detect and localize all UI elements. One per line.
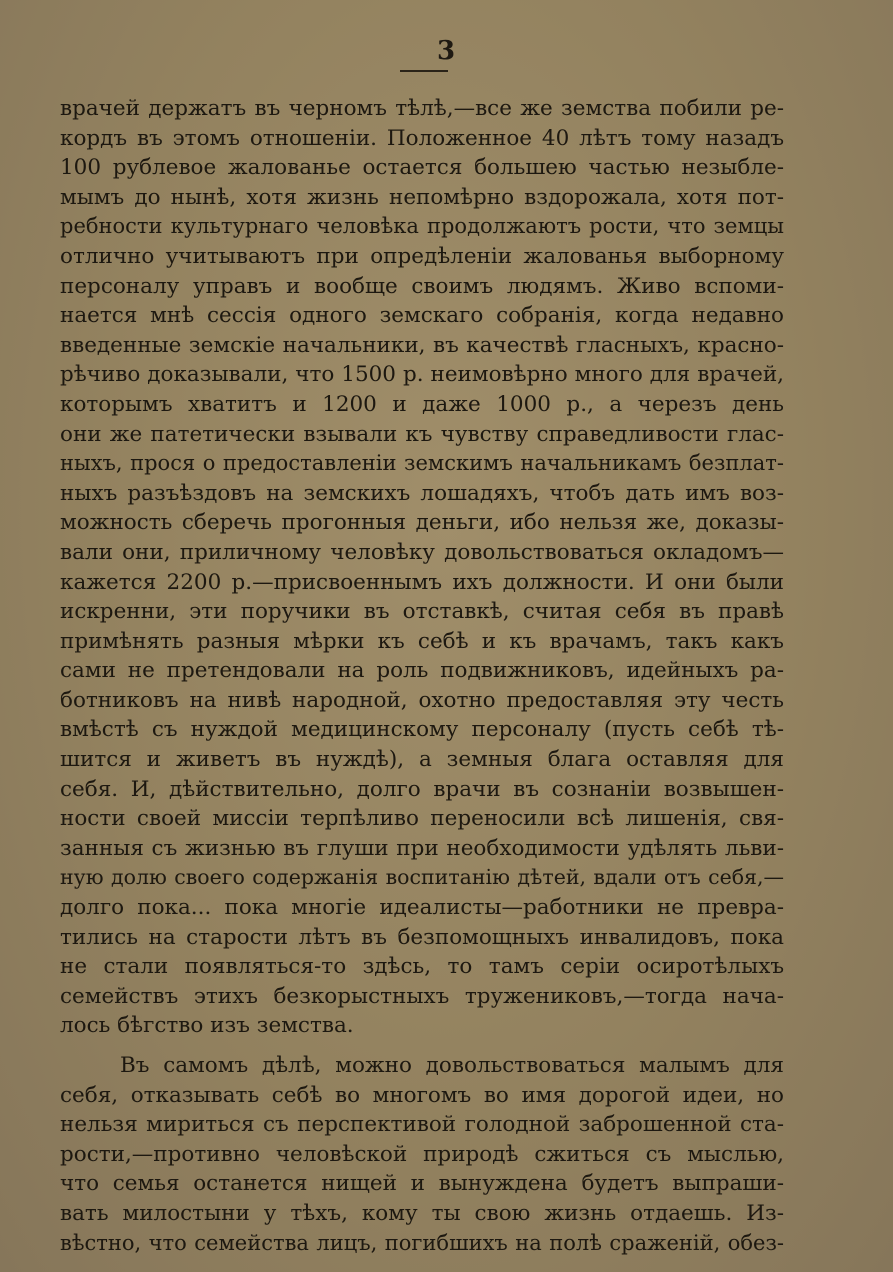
text-line: отлично учитываютъ при опредѣленіи жалованья выборному — [60, 243, 784, 269]
text-line: что семья останется нищей и вынуждена будетъ выпраши- — [60, 1171, 784, 1197]
text-line: долго пока... пока многіе идеалисты—работники не превра- — [60, 895, 784, 921]
text-line: кажется 2200 р.—присвоеннымъ ихъ должности. И они были — [60, 569, 784, 595]
text-line: ности своей миссіи терпѣливо переносили всѣ лишенія, свя- — [60, 806, 784, 832]
text-line: себя. И, дѣйствительно, долго врачи въ сознаніи возвышен- — [60, 776, 784, 802]
text-line: вѣстно, что семейства лицъ, погибшихъ на полѣ сраженій, обез- — [60, 1230, 784, 1255]
text-line: ботниковъ на нивѣ народной, охотно предоставляя эту честь — [60, 687, 784, 713]
text-line: которымъ хватитъ и 1200 и даже 1000 р., а черезъ день — [60, 391, 784, 417]
text-line: примѣнять разныя мѣрки къ себѣ и къ врачамъ, такъ какъ — [60, 628, 784, 654]
text-line: рѣчиво доказывали, что 1500 р. неимовѣрно много для врачей, — [60, 362, 784, 388]
page-number: 3 — [436, 36, 457, 66]
body-text — [60, 94, 784, 1258]
text-line: ребности культурнаго человѣка продолжаютъ рости, что земцы — [60, 214, 784, 239]
text-line: рости,—противно человѣской природѣ сжиться съ мыслью, — [60, 1141, 784, 1167]
text-line: семействъ этихъ безкорыстныхъ тружениковъ,—тогда нача- — [60, 983, 784, 1009]
text-line: нельзя мириться съ перспективой голодной заброшенной ста- — [60, 1112, 784, 1138]
text-line: вали они, приличному человѣку довольствоваться окладомъ— — [60, 539, 784, 565]
text-line: 100 рублевое жалованье остается большею частью незыбле- — [60, 155, 784, 181]
text-line: Въ самомъ дѣлѣ, можно довольствоваться малымъ для — [120, 1053, 784, 1078]
text-line: ныхъ разъѣздовъ на земскихъ лошадяхъ, чтобъ дать имъ воз- — [60, 480, 784, 506]
text-line: персоналу управъ и вообще своимъ людямъ. Живо вспоми- — [60, 273, 784, 299]
text-line: введенные земскіе начальники, въ качествѣ гласныхъ, красно- — [60, 332, 784, 358]
page-number-rule — [400, 70, 448, 72]
text-line: шится и живетъ въ нуждѣ), а земныя блага оставляя для — [60, 747, 784, 773]
text-line: себя, отказывать себѣ во многомъ во имя дорогой идеи, но — [60, 1082, 784, 1108]
text-line: нается мнѣ сессія одного земскаго собранія, когда недавно — [60, 303, 784, 329]
text-line: сами не претендовали на роль подвижниковъ, идейныхъ ра- — [60, 658, 784, 684]
paragraph — [60, 1051, 784, 1258]
text-line: лось бѣгство изъ земства. — [60, 1013, 354, 1039]
text-line: ную долю своего содержанія воспитанію дѣтей, вдали отъ себя,— — [60, 865, 784, 890]
text-line: они же патетически взывали къ чувству справедливости глас- — [60, 421, 784, 447]
paragraph — [60, 94, 784, 1041]
text-line: ныхъ, прося о предоставленіи земскимъ начальникамъ безплат- — [60, 451, 784, 476]
text-line: не стали появляться-то здѣсь, то тамъ серіи осиротѣлыхъ — [60, 954, 784, 980]
text-line: занныя съ жизнью въ глуши при необходимости удѣлять льви- — [60, 835, 784, 861]
text-line: вмѣстѣ съ нуждой медицинскому персоналу (пусть себѣ тѣ- — [60, 717, 784, 743]
text-line: врачей держатъ въ черномъ тѣлѣ,—все же земства побили ре- — [60, 96, 784, 121]
text-line: можность сберечь прогонныя деньги, ибо нельзя же, доказы- — [60, 510, 784, 536]
text-line: тились на старости лѣтъ въ безпомощныхъ инвалидовъ, пока — [60, 924, 784, 950]
text-line: мымъ до нынѣ, хотя жизнь непомѣрно вздорожала, хотя пот- — [60, 184, 784, 210]
text-line: искренни, эти поручики въ отставкѣ, считая себя въ правѣ — [60, 599, 784, 625]
text-line: вать милостыни у тѣхъ, кому ты свою жизнь отдаешь. Из- — [60, 1200, 784, 1226]
text-line: кордъ въ этомъ отношеніи. Положенное 40 лѣтъ тому назадъ — [60, 125, 784, 151]
